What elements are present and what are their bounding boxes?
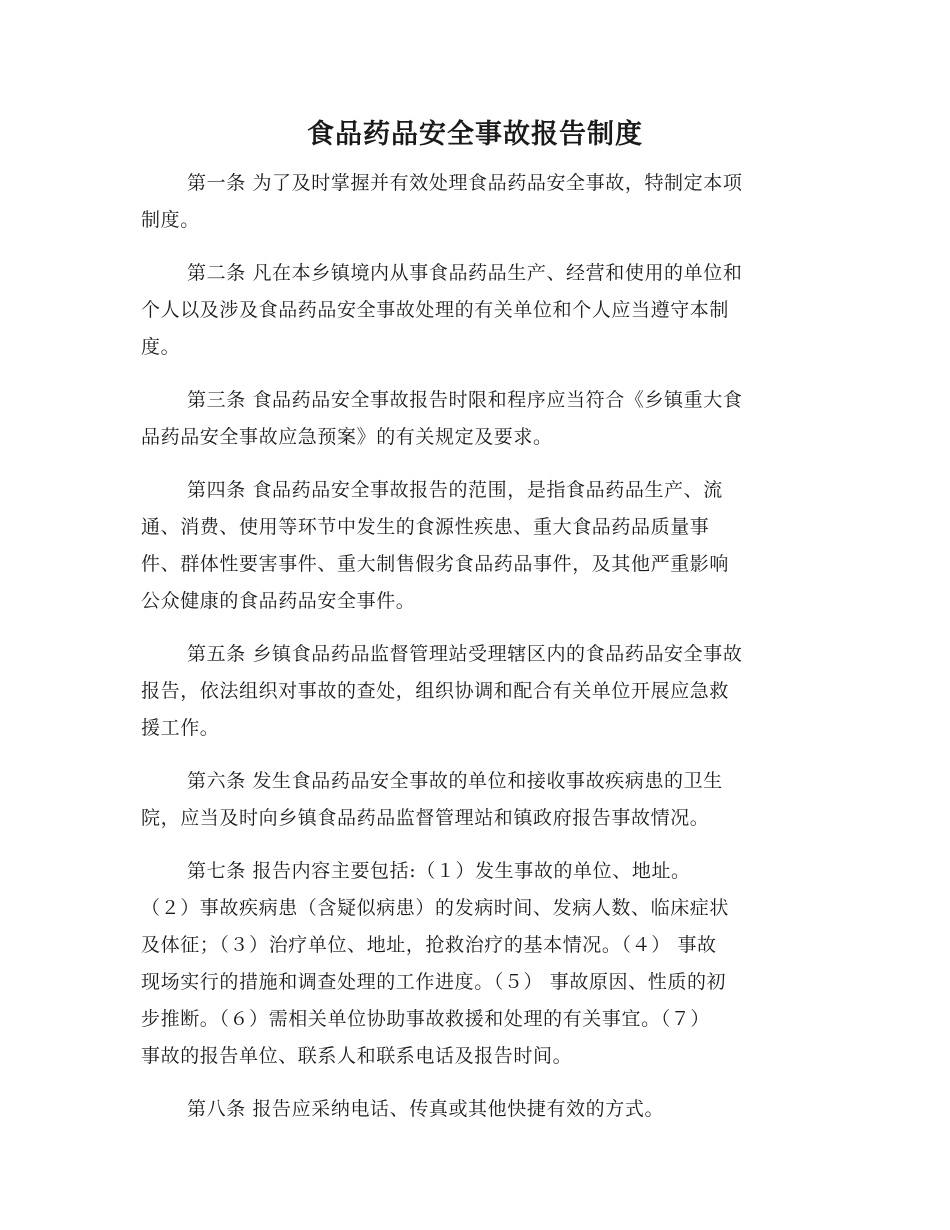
article-4-paragraph: [141, 472, 806, 620]
paragraph-line: 品药品安全事故应急预案》的有关规定及要求。: [141, 426, 553, 448]
document-body: [141, 165, 806, 1144]
paragraph-line: 第一条 为了及时掌握并有效处理食品药品安全事故，特制定本项: [187, 172, 743, 194]
article-7-paragraph: [141, 853, 806, 1075]
paragraph-line: 制度。: [141, 209, 200, 231]
paragraph-line: 第六条 发生食品药品安全事故的单位和接收事故疾病患的卫生: [187, 770, 723, 792]
paragraph-line: 个人以及涉及食品药品安全事故处理的有关单位和个人应当遵守本制: [141, 299, 730, 321]
paragraph-line: （２）事故疾病患（含疑似病患）的发病时间、发病人数、临床症状: [141, 897, 730, 919]
paragraph-line: 第二条 凡在本乡镇境内从事食品药品生产、经营和使用的单位和: [187, 262, 743, 284]
paragraph-line: 件、群体性要害事件、重大制售假劣食品药品事件，及其他严重影响: [141, 553, 730, 575]
paragraph-line: 第八条 报告应采纳电话、传真或其他快捷有效的方式。: [187, 1098, 665, 1120]
paragraph-line: 报告，依法组织对事故的查处，组织协调和配合有关单位开展应急救: [141, 680, 730, 702]
paragraph-line: 通、消费、使用等环节中发生的食源性疾患、重大食品药品质量事: [141, 516, 710, 538]
paragraph-line: 院，应当及时向乡镇食品药品监督管理站和镇政府报告事故情况。: [141, 807, 710, 829]
article-1-paragraph: [141, 165, 806, 239]
paragraph-line: 第七条 报告内容主要包括:（１）发生事故的单位、地址。: [187, 860, 691, 882]
article-3-paragraph: [141, 382, 806, 456]
paragraph-line: 事故的报告单位、联系人和联系电话及报告时间。: [141, 1045, 573, 1067]
paragraph-line: 度。: [141, 336, 181, 358]
document-title: 食品药品安全事故报告制度: [307, 119, 643, 150]
paragraph-line: 公众健康的食品药品安全事件。: [141, 590, 416, 612]
article-8-paragraph: [141, 1091, 806, 1128]
paragraph-line: 现场实行的措施和调查处理的工作进度。（５） 事故原因、性质的初: [141, 971, 727, 993]
paragraph-line: 及体征；（３）治疗单位、地址，抢救治疗的基本情况。（４） 事故: [141, 934, 717, 956]
paragraph-line: 第五条 乡镇食品药品监督管理站受理辖区内的食品药品安全事故: [187, 643, 743, 665]
paragraph-line: 援工作。: [141, 717, 220, 739]
paragraph-line: 第三条 食品药品安全事故报告时限和程序应当符合《乡镇重大食: [187, 389, 743, 411]
article-6-paragraph: [141, 763, 806, 837]
article-5-paragraph: [141, 636, 806, 747]
paragraph-line: 步推断。（６）需相关单位协助事故救援和处理的有关事宜。（７）: [141, 1008, 711, 1030]
article-2-paragraph: [141, 255, 806, 366]
paragraph-line: 第四条 食品药品安全事故报告的范围，是指食品药品生产、流: [187, 479, 723, 501]
